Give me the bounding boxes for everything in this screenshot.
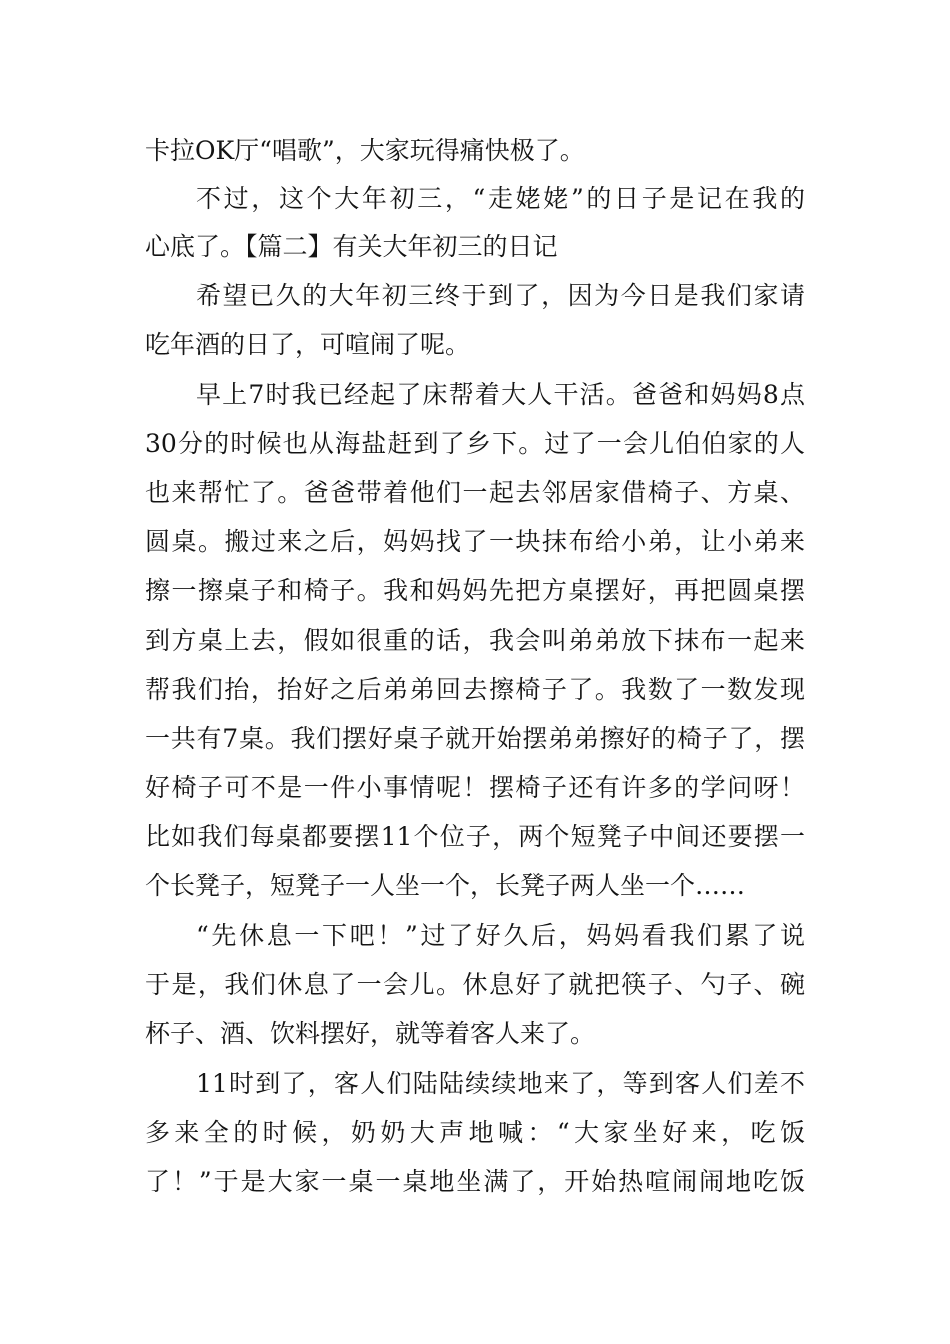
text-line-6: 早上7时我已经起了床帮着大人干活。爸爸和妈妈8点 — [196, 380, 805, 409]
text-line-22: 了！”于是大家一桌一桌地坐满了，开始热喧闹闹地吃饭 — [145, 1167, 805, 1196]
text-line-8: 也来帮忙了。爸爸带着他们一起去邻居家借椅子、方桌、 — [145, 478, 805, 507]
text-line-4: 希望已久的大年初三终于到了，因为今日是我们家请 — [196, 281, 805, 310]
text-line-20: 11时到了，客人们陆陆续续地来了，等到客人们差不 — [196, 1069, 805, 1098]
text-line-3: 心底了。【篇二】有关大年初三的日记 — [145, 232, 558, 261]
text-line-7: 30分的时候也从海盐赶到了乡下。过了一会儿伯伯家的人 — [145, 429, 805, 458]
text-line-11: 到方桌上去，假如很重的话，我会叫弟弟放下抹布一起来 — [145, 626, 805, 655]
text-line-13: 一共有7桌。我们摆好桌子就开始摆弟弟擦好的椅子了，摆 — [145, 724, 805, 753]
text-line-21: 多来全的时候，奶奶大声地喊：“大家坐好来，吃饭 — [145, 1118, 805, 1147]
text-line-2: 不过，这个大年初三，“走姥姥”的日子是记在我的 — [196, 184, 805, 213]
text-line-15: 比如我们每桌都要摆11个位子，两个短凳子中间还要摆一 — [145, 822, 805, 851]
text-line-14: 好椅子可不是一件小事情呢！摆椅子还有许多的学问呀！ — [145, 773, 805, 802]
text-line-1: 卡拉OK厅“唱歌”，大家玩得痛快极了。 — [145, 136, 585, 165]
text-line-19: 杯子、酒、饮料摆好，就等着客人来了。 — [145, 1019, 596, 1048]
text-line-5: 吃年酒的日了，可喧闹了呢。 — [145, 330, 471, 359]
text-line-17: “先休息一下吧！”过了好久后，妈妈看我们累了说 — [196, 921, 805, 950]
text-line-9: 圆桌。搬过来之后，妈妈找了一块抹布给小弟，让小弟来 — [145, 527, 805, 556]
text-line-12: 帮我们抬，抬好之后弟弟回去擦椅子了。我数了一数发现 — [145, 675, 805, 704]
text-line-18: 于是，我们休息了一会儿。休息好了就把筷子、勺子、碗 — [145, 970, 805, 999]
text-line-16: 个长凳子，短凳子一人坐一个，长凳子两人坐一个…… — [145, 871, 746, 900]
text-line-10: 擦一擦桌子和椅子。我和妈妈先把方桌摆好，再把圆桌摆 — [145, 576, 805, 605]
